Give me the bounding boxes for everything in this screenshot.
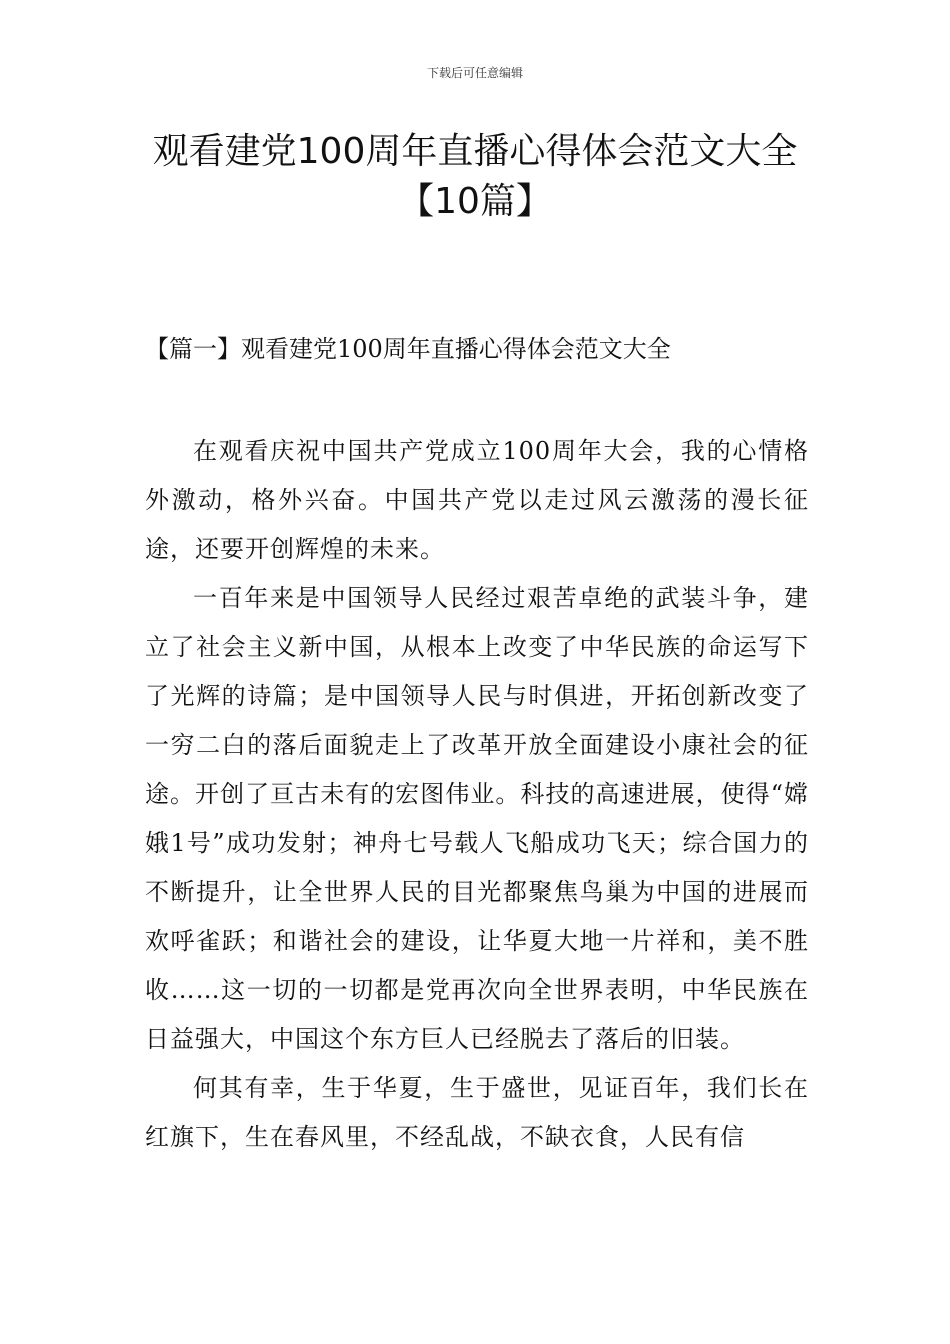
document-title [100, 127, 850, 227]
title-line-1: 观看建党100周年直播心得体会范文大全 [152, 131, 798, 172]
section-heading: 【篇一】观看建党100周年直播心得体会范文大全 [145, 335, 671, 363]
paragraph-3: 何其有幸，生于华夏，生于盛世，见证百年，我们长在红旗下，生在春风里，不经乱战，不缺衣食，人民有信 [145, 1074, 809, 1151]
header-note: 下载后可任意编辑 [426, 66, 523, 80]
paragraph-2: 一百年来是中国领导人民经过艰苦卓绝的武装斗争，建立了社会主义新中国，从根本上改变了中华民族的命运写下了光辉的诗篇；是中国领导人民与时俱进，开拓创新改变了一穷二白的落后面貌走上了改革开放全面建设小康社会的征途。开创了亘古未有的宏图伟业。科技的高速进展，使得“嫦娥1号”成功发射；神舟七号载人飞船成功飞天；综合国力的不断提升，让全世界人民的目光都聚焦鸟巢为中国的进展而欢呼雀跃；和谐社会的建设，让华夏大地一片祥和，美不胜收……这一切的一切都是党再次向全世界表明，中华民族在日益强大，中国这个东方巨人已经脱去了落后的旧装。 [145, 584, 809, 1053]
body-text [145, 427, 809, 1162]
title-line-2: 【10篇】 [398, 181, 552, 222]
paragraph-1: 在观看庆祝中国共产党成立100周年大会，我的心情格外激动，格外兴奋。中国共产党以走过风云激荡的漫长征途，还要开创辉煌的未来。 [145, 437, 809, 563]
